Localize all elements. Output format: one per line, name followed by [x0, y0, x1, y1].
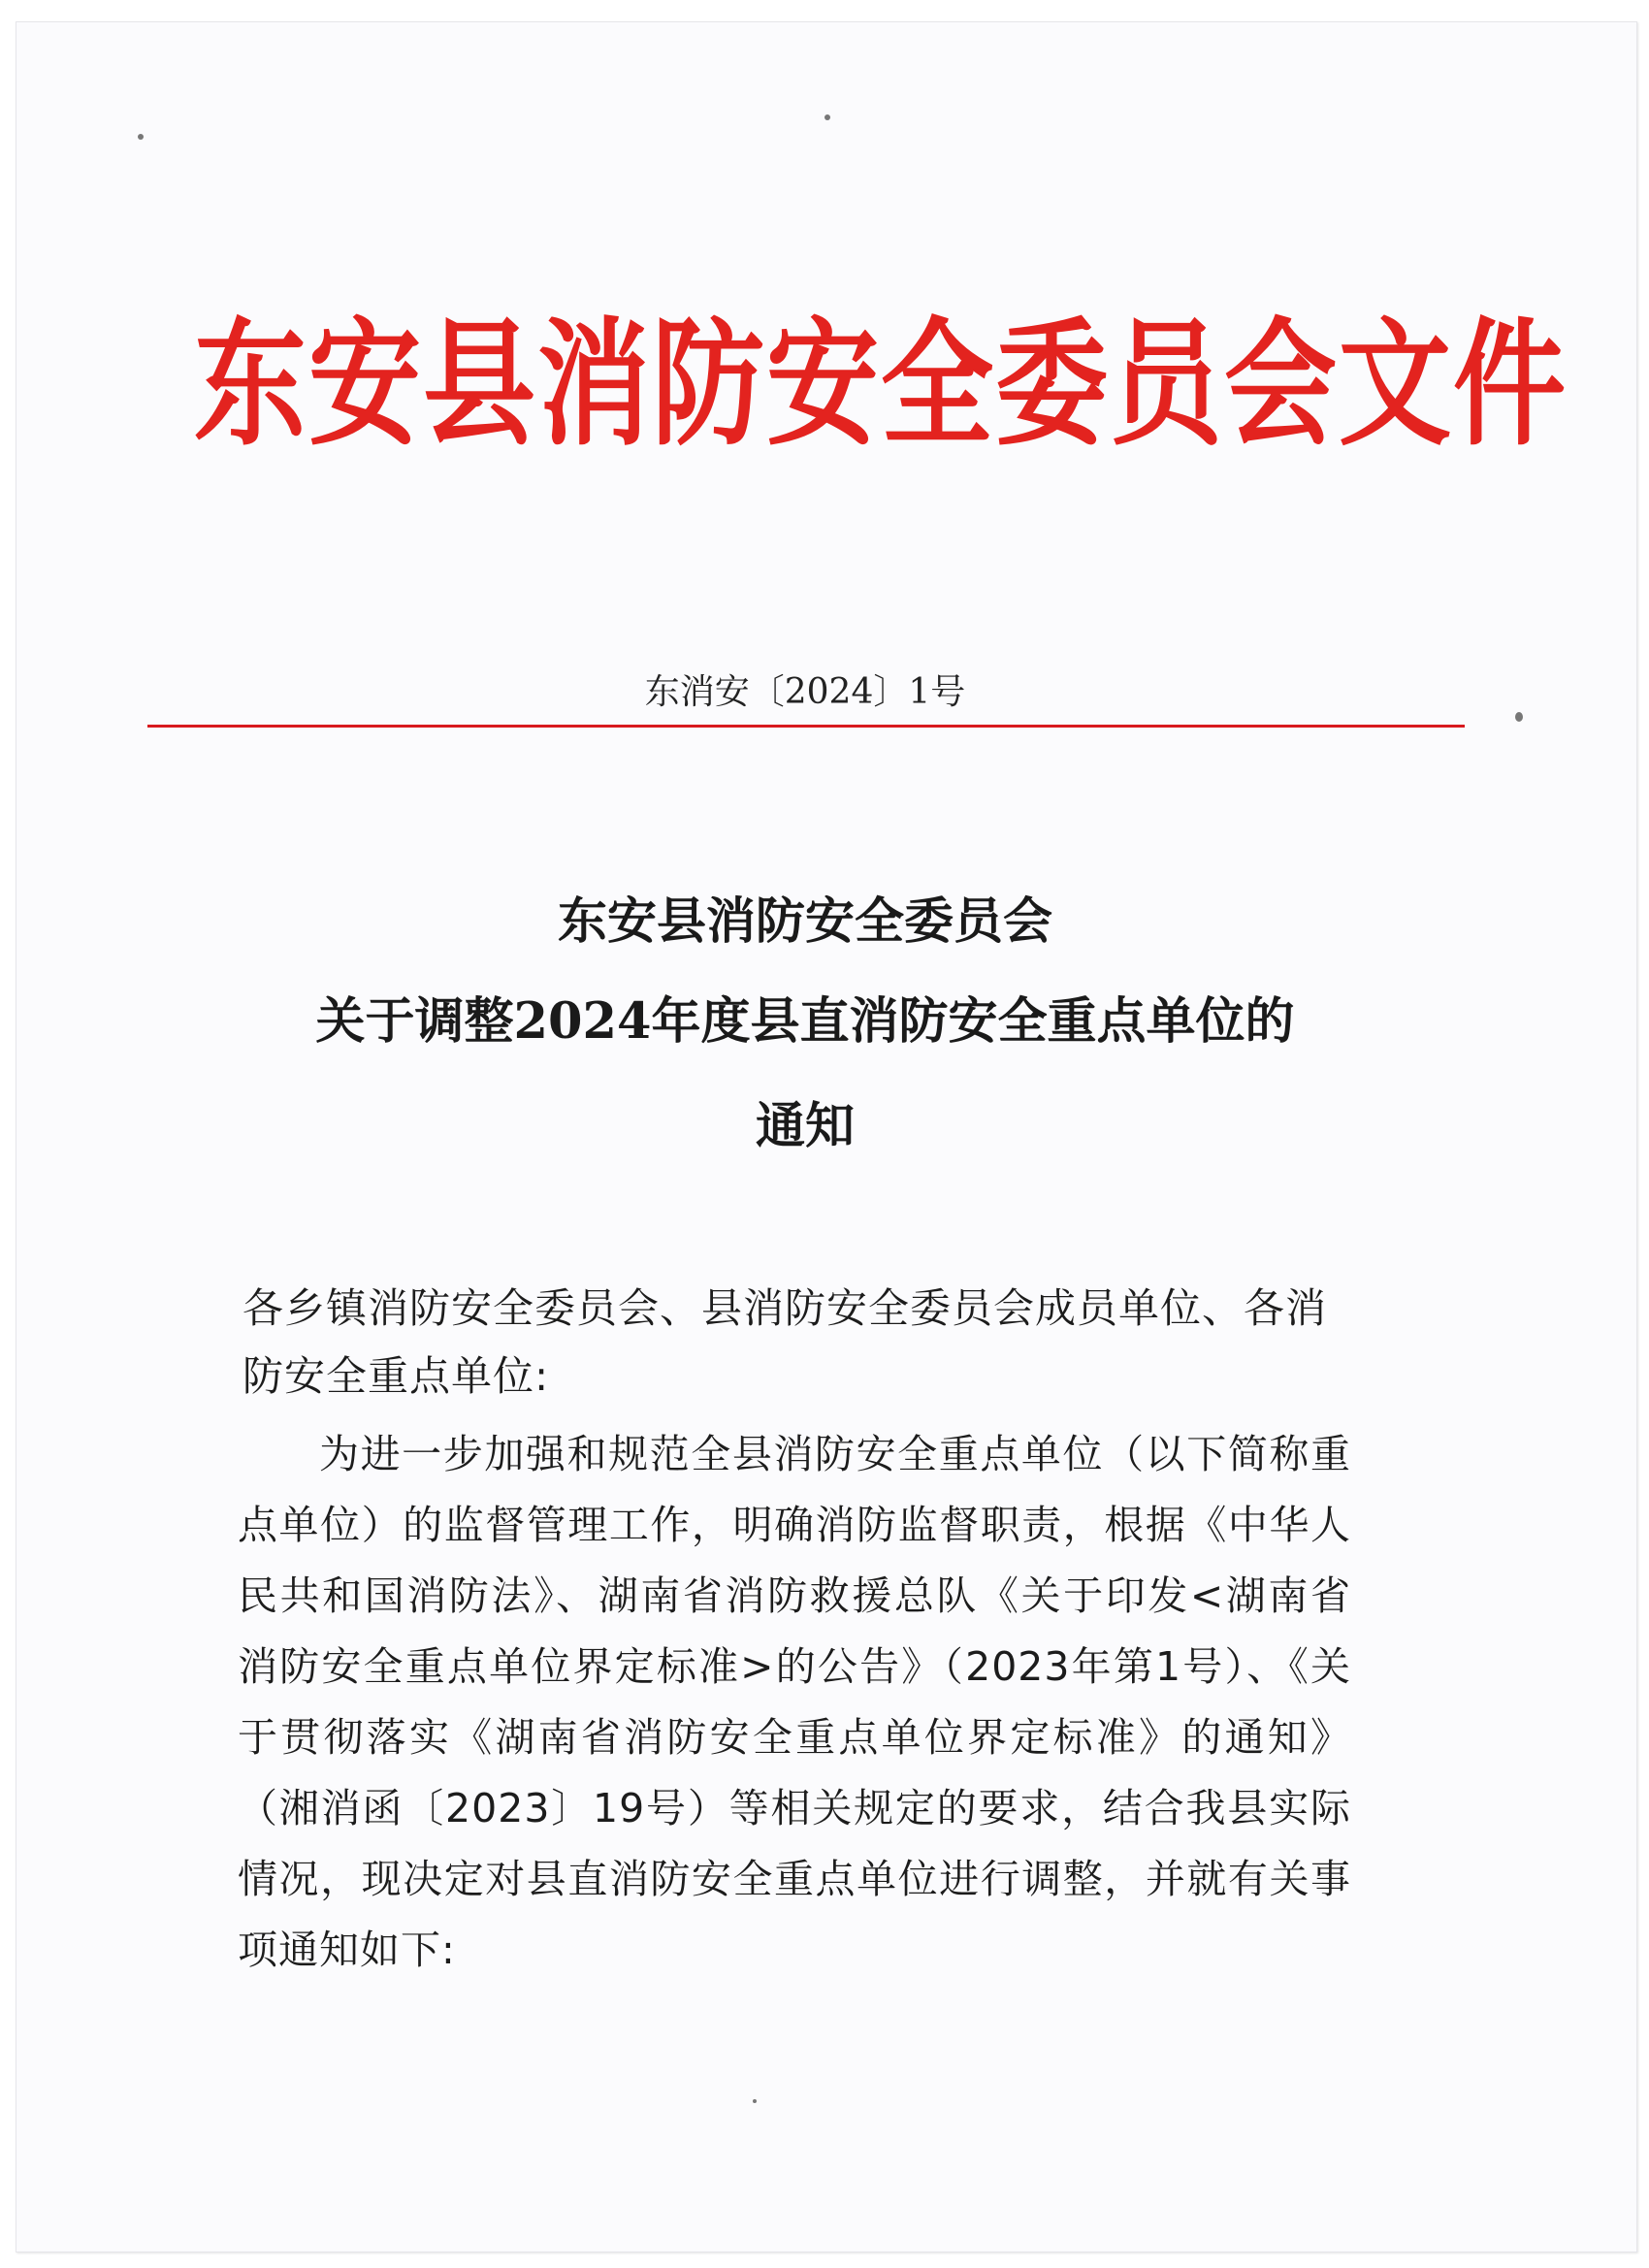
- notice-title-line-2: 关于调整2024年度县直消防安全重点单位的: [315, 992, 1295, 1051]
- scan-speck: [1515, 712, 1523, 722]
- salutation: 各乡镇消防安全委员会、县消防安全委员会成员单位、各消防安全重点单位:: [242, 1284, 1328, 1400]
- scan-speck: [824, 114, 830, 120]
- notice-title-line-3: 通知: [755, 1097, 855, 1155]
- scan-speck: [753, 2099, 757, 2103]
- document-number: 东消安〔2024〕1号: [644, 672, 966, 712]
- body-paragraph: 为进一步加强和规范全县消防安全重点单位（以下简称重点单位）的监督管理工作，明确消防监督职责，根据《中华人民共和国消防法》、湖南省消防救援总队《关于印发<湖南省消防安全重点单位界定标准>的公告》（2023年第1号）、《关于贯彻落实《湖南省消防安全重点单位界定标准》的通知》（湘消函〔2023〕19号）等相关规定的要求，结合我县实际情况，现决定对县直消防安全重点单位进行调整，并就有关事项通知如下:: [238, 1431, 1351, 1973]
- notice-title-line-1: 东安县消防安全委员会: [557, 892, 1052, 951]
- red-divider-rule: [147, 725, 1465, 728]
- issuer-title: 东安县消防安全委员会文件: [194, 305, 1568, 466]
- scan-speck: [138, 134, 144, 140]
